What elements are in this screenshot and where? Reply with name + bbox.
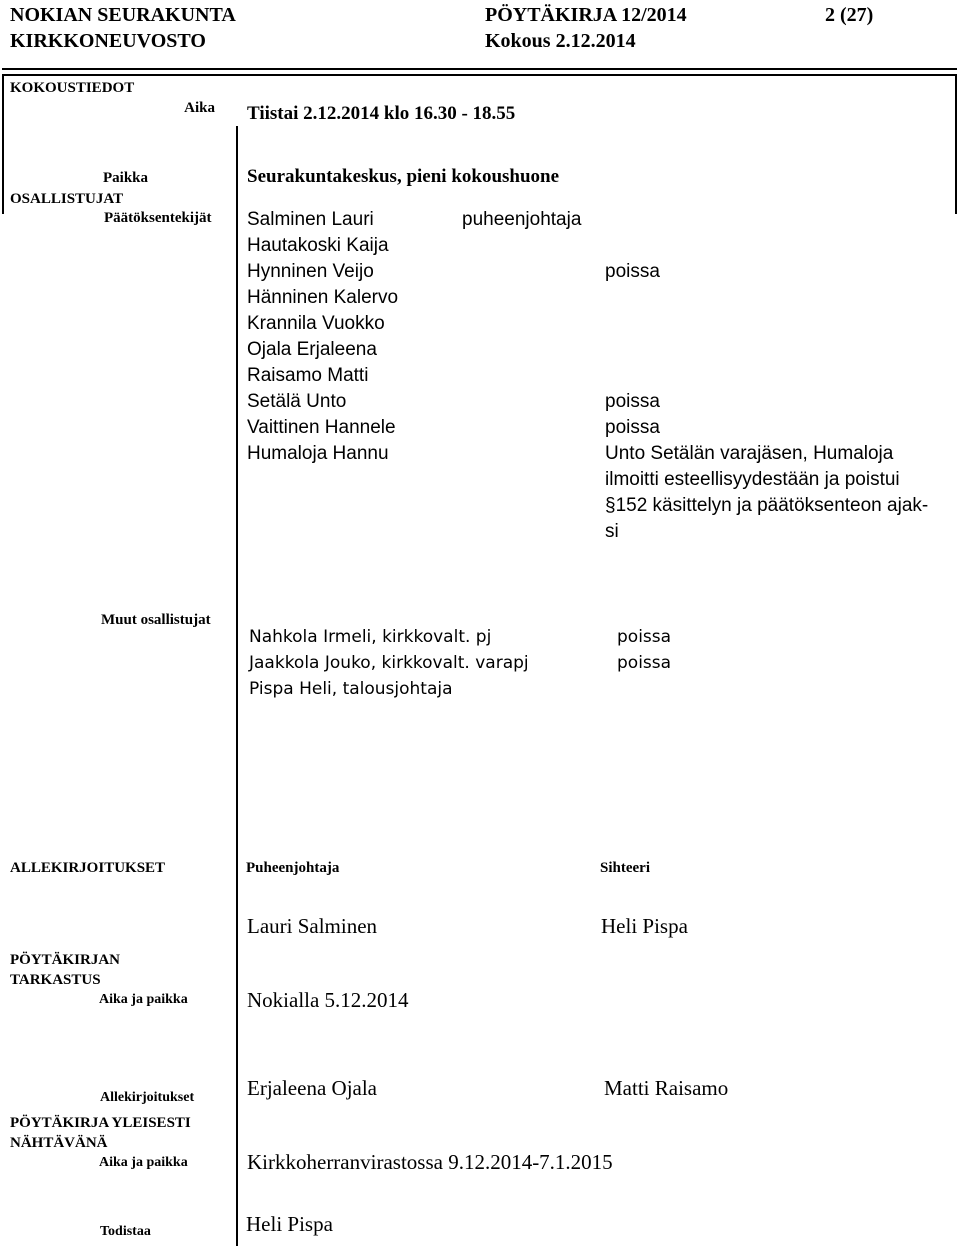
- meeting-info-heading: KOKOUSTIEDOT: [10, 80, 135, 96]
- member-name: Salminen Lauri: [247, 209, 374, 230]
- member-name: Humaloja Hannu: [247, 443, 389, 464]
- place-value: Seurakuntakeskus, pieni kokoushuone: [247, 166, 560, 187]
- page-number: 2 (27): [825, 4, 874, 26]
- certify-label: Todistaa: [100, 1224, 151, 1239]
- column-divider: [236, 126, 238, 1246]
- other-participant-name: Jaakkola Jouko, kirkkovalt. varapj: [249, 653, 529, 673]
- secretary-name: Heli Pispa: [601, 914, 688, 938]
- participants-heading: OSALLISTUJAT: [10, 191, 124, 207]
- decision-makers-label: Päätöksentekijät: [104, 210, 212, 226]
- other-participants-label: Muut osallistujat: [101, 612, 211, 628]
- member-status: poissa: [605, 417, 660, 438]
- member-name: Krannila Vuokko: [247, 313, 385, 334]
- member-name: Hautakoski Kaija: [247, 235, 389, 256]
- secretary-label: Sihteeri: [600, 860, 650, 876]
- member-name: Hynninen Veijo: [247, 261, 374, 282]
- time-label: Aika: [184, 100, 215, 116]
- member-name: Vaittinen Hannele: [247, 417, 396, 438]
- reviewer-name: Erjaleena Ojala: [247, 1076, 377, 1100]
- public-heading-line1: PÖYTÄKIRJA YLEISESTI: [10, 1115, 191, 1131]
- certify-value: Heli Pispa: [246, 1212, 333, 1236]
- review-time-place-value: Nokialla 5.12.2014: [247, 988, 409, 1012]
- signatures-heading: ALLEKIRJOITUKSET: [10, 860, 166, 876]
- header-rule: [2, 68, 957, 70]
- public-time-place-label: Aika ja paikka: [99, 1155, 188, 1170]
- member-note: si: [605, 521, 619, 542]
- member-name: Ojala Erjaleena: [247, 339, 377, 360]
- frame-left: [2, 74, 4, 214]
- member-name: Hänninen Kalervo: [247, 287, 399, 308]
- time-value: Tiistai 2.12.2014 klo 16.30 - 18.55: [247, 103, 516, 124]
- organization-name: NOKIAN SEURAKUNTA: [10, 4, 236, 26]
- public-time-place-value: Kirkkoherranvirastossa 9.12.2014-7.1.2015: [247, 1150, 613, 1174]
- place-label: Paikka: [103, 170, 149, 186]
- review-heading-line2: TARKASTUS: [10, 972, 101, 988]
- member-status: poissa: [605, 391, 660, 412]
- organization-body: KIRKKONEUVOSTO: [10, 30, 206, 52]
- frame-top: [2, 74, 957, 76]
- member-note: §152 käsittelyn ja päätöksenteon ajak-: [605, 495, 929, 516]
- review-signatures-label: Allekirjoitukset: [100, 1090, 195, 1105]
- member-name: Raisamo Matti: [247, 365, 369, 386]
- reviewer-name: Matti Raisamo: [604, 1076, 729, 1100]
- member-note: ilmoitti esteellisyydestään ja poistui: [605, 469, 900, 490]
- other-participant-name: Pispa Heli, talousjohtaja: [249, 679, 453, 699]
- member-status: poissa: [605, 261, 660, 282]
- frame-right: [955, 74, 957, 214]
- chair-name: Lauri Salminen: [247, 914, 378, 938]
- member-status: Unto Setälän varajäsen, Humaloja: [605, 443, 894, 464]
- document-title: PÖYTÄKIRJA 12/2014: [485, 4, 687, 26]
- review-heading-line1: PÖYTÄKIRJAN: [10, 952, 121, 968]
- member-name: Setälä Unto: [247, 391, 347, 412]
- other-participant-status: poissa: [617, 627, 672, 647]
- other-participant-name: Nahkola Irmeli, kirkkovalt. pj: [249, 627, 492, 647]
- other-participant-status: poissa: [617, 653, 672, 673]
- public-heading-line2: NÄHTÄVÄNÄ: [10, 1135, 108, 1151]
- chair-label: Puheenjohtaja: [246, 860, 340, 876]
- member-role: puheenjohtaja: [462, 209, 582, 230]
- meeting-date: Kokous 2.12.2014: [485, 30, 636, 52]
- review-time-place-label: Aika ja paikka: [99, 992, 188, 1007]
